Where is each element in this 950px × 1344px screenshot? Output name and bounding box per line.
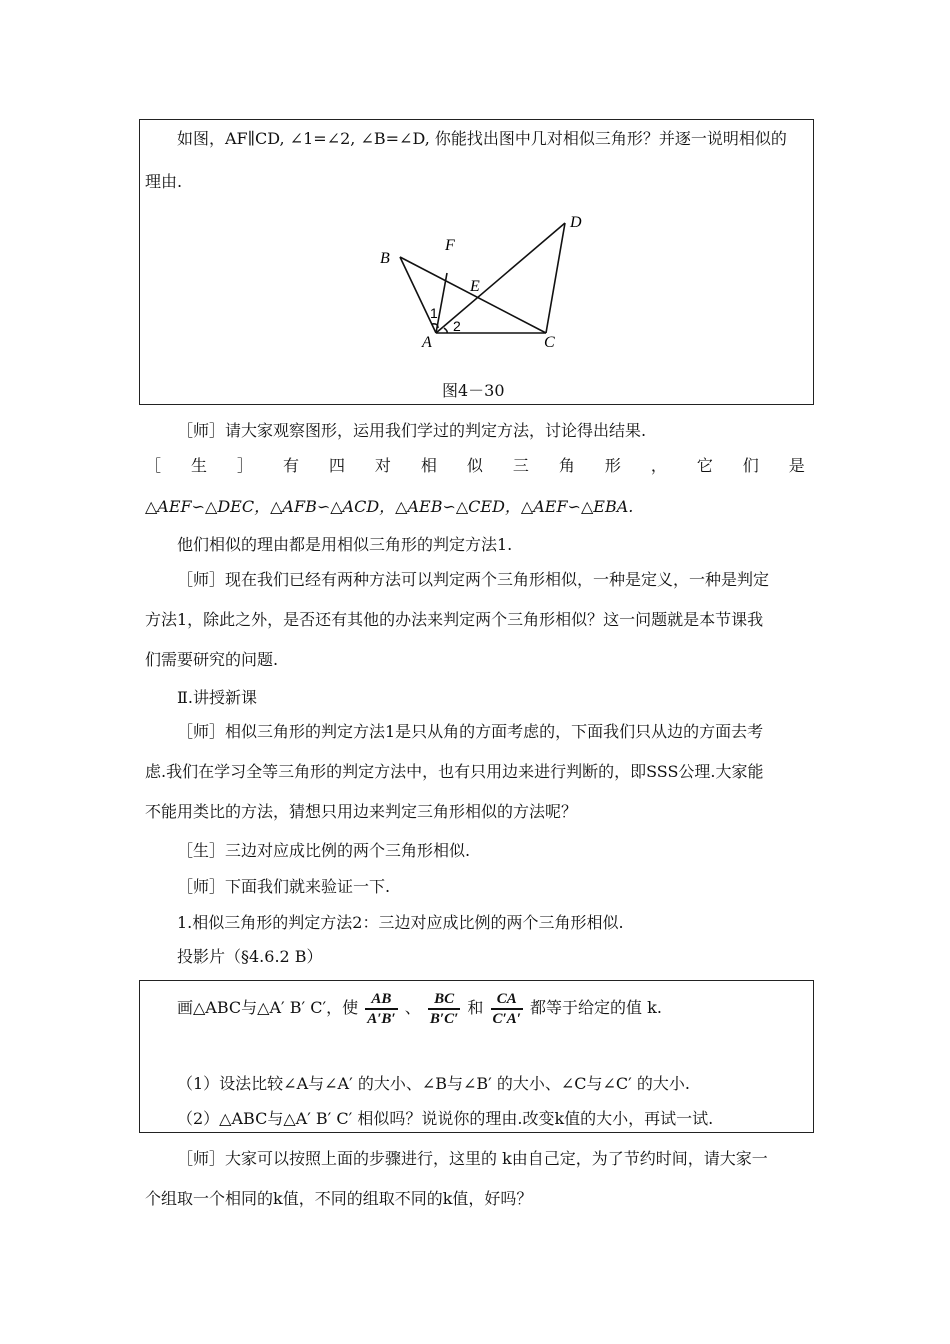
point-label-E: E: [470, 278, 480, 295]
token: 相: [420, 456, 437, 475]
token: 对: [374, 456, 391, 475]
fraction-ca: [491, 990, 523, 1028]
segment-AD: [436, 223, 565, 333]
token: ］: [236, 456, 253, 475]
token: 们: [742, 456, 759, 475]
point-label-D: D: [570, 214, 582, 231]
reason-line: 他们相似的理由都是用相似三角形的判定方法1.: [177, 535, 513, 554]
student-line-2: △AEF∽△DEC，△AFB∽△ACD，△AEB∽△CED，△AEF∽△EBA.: [145, 497, 634, 516]
exercise-question-1: （1）设法比较∠A与∠A′ 的大小、∠B与∠B′ 的大小、∠C与∠C′ 的大小.: [177, 1074, 690, 1093]
segment-BA: [400, 257, 436, 333]
lesson-line-1: ［师］相似三角形的判定方法1是只从角的方面考虑的，下面我们只从边的方面去考: [177, 722, 764, 741]
fraction-denominator: A′B′: [367, 1010, 396, 1027]
lesson-line-2: 虑.我们在学习全等三角形的判定方法中，也有只用边来进行判断的，即SSS公理.大家能: [145, 762, 764, 781]
slide-reference: 投影片（§4.6.2 B）: [177, 947, 323, 966]
geometry-figure: [370, 205, 600, 355]
fraction-numerator: BC: [428, 990, 460, 1010]
fraction-denominator: B′C′: [429, 1010, 459, 1027]
fraction-numerator: AB: [365, 990, 397, 1010]
figure-caption: 图4－30: [442, 381, 505, 400]
teacher-verify: ［师］下面我们就来验证一下.: [177, 877, 391, 896]
teacher-para-line-2: 方法1，除此之外，是否还有其他的办法来判定两个三角形相似？这一问题就是本节课我: [145, 610, 764, 629]
token: 三: [512, 456, 529, 475]
teacher-para-line-1: ［师］现在我们已经有两种方法可以判定两个三角形相似，一种是定义，一种是判定: [177, 570, 770, 589]
method-2-title: 1.相似三角形的判定方法2：三边对应成比例的两个三角形相似.: [177, 913, 624, 932]
fraction-denominator: C′A′: [492, 1010, 521, 1027]
exercise-pre: 画△ABC与△A′ B′ C′，使: [177, 998, 359, 1017]
token: 有: [282, 456, 299, 475]
token: ［: [145, 456, 162, 475]
separator: 、: [404, 998, 421, 1017]
fraction-ab: [365, 990, 397, 1028]
section-heading: Ⅱ.讲授新课: [177, 688, 257, 707]
token: 形: [604, 456, 621, 475]
segment-DC: [546, 223, 565, 333]
point-label-F: F: [445, 237, 455, 254]
token: 四: [328, 456, 345, 475]
point-label-B: B: [380, 250, 390, 267]
student-line-1: [145, 456, 805, 476]
exercise-line: [177, 988, 662, 1028]
exercise-question-2: （2）△ABC与△A′ B′ C′ 相似吗？说说你的理由.改变k值的大小，再试一试.: [177, 1109, 714, 1128]
angle-label-1: 1: [430, 305, 438, 321]
teacher-line-1: ［师］请大家观察图形，运用我们学过的判定方法，讨论得出结果.: [177, 421, 647, 440]
problem-line-2: 理由.: [145, 172, 183, 191]
token: 似: [466, 456, 483, 475]
student-answer: ［生］三边对应成比例的两个三角形相似.: [177, 841, 471, 860]
closing-line-1: ［师］大家可以按照上面的步骤进行，这里的 k由自己定，为了节约时间，请大家一: [177, 1149, 768, 1168]
problem-line-1: 如图，AF∥CD, ∠1=∠2, ∠B=∠D, 你能找出图中几对相似三角形？并逐一说明相似的: [177, 129, 787, 148]
token: ，: [650, 456, 667, 475]
teacher-para-line-3: 们需要研究的问题.: [145, 650, 279, 669]
fraction-bc: [428, 990, 460, 1028]
separator: 和: [467, 998, 484, 1017]
token: 角: [558, 456, 575, 475]
angle-label-2: 2: [453, 318, 461, 334]
token: 是: [788, 456, 805, 475]
closing-line-2: 个组取一个相同的k值，不同的组取不同的k值，好吗？: [145, 1189, 533, 1208]
point-label-C: C: [544, 334, 555, 351]
point-label-A: A: [422, 334, 432, 351]
fraction-numerator: CA: [491, 990, 523, 1010]
token: 生: [190, 456, 207, 475]
token: 它: [696, 456, 713, 475]
segment-BC: [400, 257, 546, 333]
lesson-line-3: 不能用类比的方法，猜想只用边来判定三角形相似的方法呢？: [145, 802, 578, 821]
exercise-post: 都等于给定的值 k.: [530, 998, 662, 1017]
